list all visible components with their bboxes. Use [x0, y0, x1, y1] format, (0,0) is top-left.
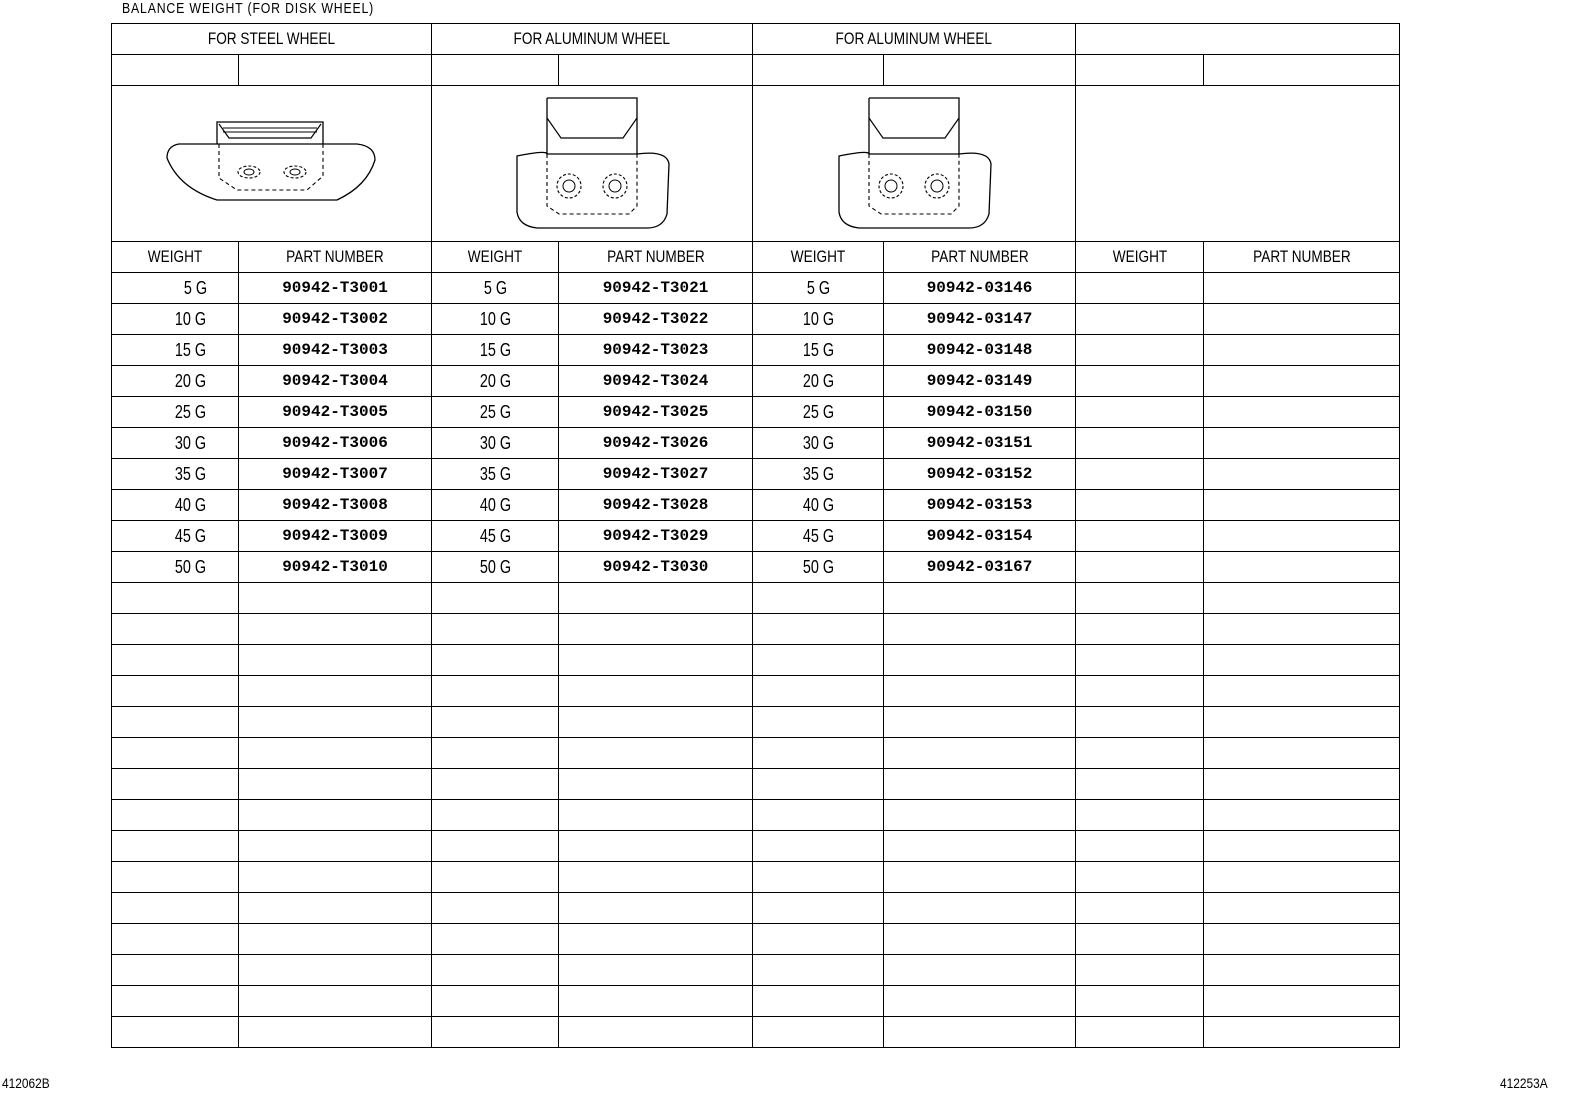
empty-cell [884, 645, 1076, 676]
empty-cell [559, 986, 753, 1017]
empty-cell [239, 676, 432, 707]
empty-cell [884, 738, 1076, 769]
empty-cell [1076, 521, 1204, 552]
empty-cell [1204, 521, 1400, 552]
empty-cell [1076, 583, 1204, 614]
empty-cell [559, 893, 753, 924]
empty-cell [884, 614, 1076, 645]
weight-cell [112, 521, 239, 552]
part-number-cell: 90942-T3030 [559, 552, 753, 583]
weight-cell [112, 304, 239, 335]
table-row [112, 552, 1400, 583]
empty-cell [112, 924, 239, 955]
empty-cell [559, 862, 753, 893]
part-number-cell: 90942-03150 [884, 397, 1076, 428]
part-number-cell: 90942-T3028 [559, 490, 753, 521]
part-number-cell: 90942-03153 [884, 490, 1076, 521]
empty-cell [239, 831, 432, 862]
empty-cell [559, 1017, 753, 1048]
empty-cell [753, 769, 884, 800]
empty-cell [884, 924, 1076, 955]
empty-cell [1204, 955, 1400, 986]
weight-value: 35 G [479, 463, 511, 484]
sub-cell [239, 55, 432, 86]
empty-cell [1204, 366, 1400, 397]
empty-cell [432, 800, 559, 831]
table-row [112, 459, 1400, 490]
weight-cell [753, 428, 884, 459]
empty-cell [1204, 552, 1400, 583]
part-number-cell: 90942-T3026 [559, 428, 753, 459]
empty-cell [1204, 893, 1400, 924]
col-header-weight: WEIGHT [432, 242, 559, 273]
weight-cell [112, 273, 239, 304]
empty-cell [559, 614, 753, 645]
weight-cell [753, 304, 884, 335]
col-header-part-number: PART NUMBER [884, 242, 1076, 273]
weight-cell [432, 459, 559, 490]
part-number-cell: 90942-T3009 [239, 521, 432, 552]
empty-cell [559, 769, 753, 800]
empty-cell [1204, 676, 1400, 707]
part-number-cell: 90942-T3025 [559, 397, 753, 428]
empty-cell [1076, 335, 1204, 366]
steel-weight-picture [112, 86, 432, 242]
empty-cell [884, 986, 1076, 1017]
weight-value: 20 G [174, 370, 207, 391]
empty-cell [239, 769, 432, 800]
aluminum-weight-picture-2 [753, 86, 1076, 242]
empty-cell [1076, 800, 1204, 831]
empty-cell [1204, 645, 1400, 676]
empty-row [112, 676, 1400, 707]
weight-value: 20 G [802, 370, 834, 391]
empty-cell [112, 645, 239, 676]
col-header-weight: WEIGHT [112, 242, 239, 273]
weight-value: 10 G [802, 308, 834, 329]
part-number-cell: 90942-T3001 [239, 273, 432, 304]
weight-value: 30 G [802, 432, 834, 453]
empty-cell [753, 893, 884, 924]
empty-cell [753, 831, 884, 862]
weight-cell [432, 397, 559, 428]
empty-cell [432, 924, 559, 955]
empty-cell [1204, 831, 1400, 862]
empty-cell [1076, 304, 1204, 335]
weight-value: 45 G [802, 525, 834, 546]
empty-cell [753, 738, 884, 769]
part-number-cell: 90942-T3027 [559, 459, 753, 490]
drawing-code-right: 412253A [1500, 1075, 1548, 1091]
empty-row [112, 645, 1400, 676]
part-number-cell: 90942-T3007 [239, 459, 432, 490]
part-number-cell: 90942-T3029 [559, 521, 753, 552]
empty-cell [112, 738, 239, 769]
empty-cell [1204, 769, 1400, 800]
weight-cell [432, 490, 559, 521]
weight-value: 15 G [174, 339, 207, 360]
empty-cell [112, 769, 239, 800]
empty-cell [1204, 459, 1400, 490]
empty-cell [1076, 552, 1204, 583]
empty-cell [884, 583, 1076, 614]
weight-cell [432, 366, 559, 397]
weight-cell [753, 459, 884, 490]
empty-cell [112, 1017, 239, 1048]
empty-cell [1076, 924, 1204, 955]
weight-cell [432, 428, 559, 459]
part-number-cell: 90942-03154 [884, 521, 1076, 552]
empty-cell [1204, 800, 1400, 831]
empty-cell [112, 862, 239, 893]
part-number-cell: 90942-03167 [884, 552, 1076, 583]
weight-cell [432, 521, 559, 552]
empty-cell [559, 645, 753, 676]
empty-cell [112, 986, 239, 1017]
empty-cell [559, 924, 753, 955]
weight-value: 40 G [479, 494, 511, 515]
empty-row [112, 583, 1400, 614]
weight-value: 5 G [183, 277, 208, 298]
empty-cell [1076, 769, 1204, 800]
sub-cell [112, 55, 239, 86]
empty-cell [112, 583, 239, 614]
weight-cell [112, 366, 239, 397]
weight-cell [112, 552, 239, 583]
weight-value: 10 G [479, 308, 511, 329]
empty-cell [239, 614, 432, 645]
part-number-cell: 90942-03149 [884, 366, 1076, 397]
empty-cell [753, 645, 884, 676]
empty-cell [239, 862, 432, 893]
weight-value: 50 G [174, 556, 207, 577]
empty-cell [1204, 707, 1400, 738]
empty-row [112, 614, 1400, 645]
empty-cell [1204, 490, 1400, 521]
part-number-cell: 90942-T3022 [559, 304, 753, 335]
empty-row [112, 924, 1400, 955]
table-row [112, 366, 1400, 397]
empty-cell [239, 924, 432, 955]
empty-cell [1076, 428, 1204, 459]
weight-value: 40 G [802, 494, 834, 515]
empty-row [112, 831, 1400, 862]
empty-cell [112, 800, 239, 831]
empty-cell [753, 583, 884, 614]
part-number-cell: 90942-03152 [884, 459, 1076, 490]
weight-cell [112, 459, 239, 490]
weight-value: 10 G [174, 308, 207, 329]
table-row [112, 521, 1400, 552]
part-number-cell: 90942-T3004 [239, 366, 432, 397]
part-number-cell: 90942-T3006 [239, 428, 432, 459]
empty-cell [432, 614, 559, 645]
empty-cell [1204, 738, 1400, 769]
empty-cell [753, 614, 884, 645]
weight-cell [753, 521, 884, 552]
empty-cell [432, 738, 559, 769]
empty-cell [1076, 614, 1204, 645]
empty-cell [559, 831, 753, 862]
weight-value: 5 G [483, 277, 507, 298]
table-row [112, 397, 1400, 428]
col-header-weight: WEIGHT [753, 242, 884, 273]
weight-cell [753, 397, 884, 428]
empty-cell [432, 986, 559, 1017]
empty-cell [559, 707, 753, 738]
group-header-steel: FOR STEEL WHEEL [112, 24, 432, 55]
empty-cell [1076, 738, 1204, 769]
empty-cell [1204, 1017, 1400, 1048]
part-number-cell: 90942-03151 [884, 428, 1076, 459]
weight-value: 45 G [479, 525, 511, 546]
empty-cell [1076, 676, 1204, 707]
table-row [112, 490, 1400, 521]
aluminum-wheel-weight-icon [829, 94, 999, 234]
weight-value: 25 G [802, 401, 834, 422]
col-header-part-number: PART NUMBER [559, 242, 753, 273]
empty-row [112, 862, 1400, 893]
empty-cell [753, 800, 884, 831]
weight-value: 50 G [802, 556, 834, 577]
empty-cell [753, 676, 884, 707]
weight-cell [112, 397, 239, 428]
sub-cell [884, 55, 1076, 86]
empty-cell [432, 831, 559, 862]
empty-row [112, 1017, 1400, 1048]
balance-weight-table [111, 23, 1400, 1048]
empty-cell [1076, 459, 1204, 490]
empty-cell [1204, 583, 1400, 614]
weight-value: 35 G [802, 463, 834, 484]
weight-cell [432, 335, 559, 366]
empty-cell [1076, 490, 1204, 521]
empty-cell [239, 645, 432, 676]
empty-cell [432, 893, 559, 924]
part-number-cell: 90942-T3024 [559, 366, 753, 397]
weight-cell [432, 552, 559, 583]
empty-cell [112, 707, 239, 738]
empty-cell [1076, 955, 1204, 986]
empty-cell [432, 769, 559, 800]
col-header-weight: WEIGHT [1076, 242, 1204, 273]
empty-cell [112, 955, 239, 986]
empty-cell [1076, 707, 1204, 738]
empty-cell [112, 893, 239, 924]
empty-cell [1076, 273, 1204, 304]
weight-cell [112, 335, 239, 366]
part-number-cell: 90942-T3002 [239, 304, 432, 335]
empty-cell [432, 676, 559, 707]
col-header-part-number: PART NUMBER [1204, 242, 1400, 273]
part-number-cell: 90942-T3023 [559, 335, 753, 366]
empty-cell [753, 862, 884, 893]
empty-cell [559, 583, 753, 614]
part-number-cell: 90942-T3005 [239, 397, 432, 428]
weight-value: 15 G [479, 339, 511, 360]
empty-row [112, 893, 1400, 924]
weight-value: 40 G [174, 494, 207, 515]
empty-cell [239, 583, 432, 614]
sub-cell [1204, 55, 1400, 86]
part-number-cell: 90942-T3021 [559, 273, 753, 304]
group-header-aluminum-1: FOR ALUMINUM WHEEL [432, 24, 753, 55]
weight-value: 15 G [802, 339, 834, 360]
page-title: BALANCE WEIGHT (FOR DISK WHEEL) [122, 0, 375, 17]
weight-value: 25 G [479, 401, 511, 422]
empty-cell [884, 800, 1076, 831]
table-row [112, 273, 1400, 304]
empty-cell [1204, 273, 1400, 304]
empty-cell [239, 955, 432, 986]
empty-cell [753, 707, 884, 738]
part-number-cell: 90942-03148 [884, 335, 1076, 366]
part-number-cell: 90942-T3008 [239, 490, 432, 521]
empty-cell [1204, 614, 1400, 645]
empty-cell [559, 738, 753, 769]
empty-cell [1076, 862, 1204, 893]
drawing-code-left: 412062B [2, 1075, 50, 1091]
empty-cell [1204, 862, 1400, 893]
empty-cell [1204, 304, 1400, 335]
empty-row [112, 707, 1400, 738]
empty-row [112, 986, 1400, 1017]
sub-cell [559, 55, 753, 86]
empty-cell [239, 707, 432, 738]
weight-value: 35 G [174, 463, 207, 484]
empty-cell [1076, 893, 1204, 924]
weight-cell [112, 428, 239, 459]
empty-cell [884, 707, 1076, 738]
empty-row [112, 800, 1400, 831]
empty-cell [559, 800, 753, 831]
empty-cell [884, 769, 1076, 800]
empty-cell [112, 614, 239, 645]
empty-row [112, 955, 1400, 986]
part-number-cell: 90942-03147 [884, 304, 1076, 335]
empty-cell [753, 1017, 884, 1048]
empty-cell [112, 831, 239, 862]
group-header-empty [1076, 24, 1400, 55]
empty-cell [239, 986, 432, 1017]
weight-value: 45 G [174, 525, 207, 546]
table-row [112, 335, 1400, 366]
empty-cell [559, 676, 753, 707]
empty-cell [884, 1017, 1076, 1048]
empty-cell [753, 955, 884, 986]
empty-picture-cell [1076, 86, 1400, 242]
empty-cell [432, 862, 559, 893]
weight-value: 30 G [174, 432, 207, 453]
empty-cell [753, 986, 884, 1017]
empty-cell [1204, 428, 1400, 459]
part-number-cell: 90942-03146 [884, 273, 1076, 304]
weight-cell [753, 335, 884, 366]
empty-cell [884, 862, 1076, 893]
weight-cell [432, 304, 559, 335]
empty-cell [884, 955, 1076, 986]
empty-cell [1076, 366, 1204, 397]
empty-cell [1204, 397, 1400, 428]
empty-cell [432, 645, 559, 676]
empty-cell [1076, 397, 1204, 428]
empty-cell [1076, 1017, 1204, 1048]
empty-cell [1076, 831, 1204, 862]
empty-cell [1204, 924, 1400, 955]
empty-cell [239, 800, 432, 831]
weight-cell [753, 273, 884, 304]
steel-wheel-weight-icon [157, 114, 387, 214]
weight-cell [112, 490, 239, 521]
empty-cell [753, 924, 884, 955]
group-header-aluminum-2: FOR ALUMINUM WHEEL [753, 24, 1076, 55]
empty-cell [884, 676, 1076, 707]
empty-cell [239, 1017, 432, 1048]
empty-cell [432, 1017, 559, 1048]
empty-row [112, 769, 1400, 800]
aluminum-wheel-weight-icon [507, 94, 677, 234]
weight-value: 20 G [479, 370, 511, 391]
empty-cell [432, 707, 559, 738]
weight-value: 30 G [479, 432, 511, 453]
part-number-cell: 90942-T3010 [239, 552, 432, 583]
sub-cell [432, 55, 559, 86]
weight-value: 50 G [479, 556, 511, 577]
sub-cell [1076, 55, 1204, 86]
sub-cell [753, 55, 884, 86]
weight-cell [753, 366, 884, 397]
weight-cell [753, 552, 884, 583]
empty-cell [239, 893, 432, 924]
empty-cell [1204, 986, 1400, 1017]
weight-value: 5 G [806, 277, 830, 298]
empty-row [112, 738, 1400, 769]
weight-value: 25 G [174, 401, 207, 422]
weight-cell [432, 273, 559, 304]
table-row [112, 428, 1400, 459]
empty-cell [432, 583, 559, 614]
empty-cell [559, 955, 753, 986]
weight-cell [753, 490, 884, 521]
empty-cell [884, 893, 1076, 924]
empty-cell [884, 831, 1076, 862]
aluminum-weight-picture-1 [432, 86, 753, 242]
table-row [112, 304, 1400, 335]
empty-cell [432, 955, 559, 986]
empty-cell [1076, 986, 1204, 1017]
empty-cell [1076, 645, 1204, 676]
col-header-part-number: PART NUMBER [239, 242, 432, 273]
empty-cell [1204, 335, 1400, 366]
empty-cell [239, 738, 432, 769]
part-number-cell: 90942-T3003 [239, 335, 432, 366]
empty-cell [112, 676, 239, 707]
